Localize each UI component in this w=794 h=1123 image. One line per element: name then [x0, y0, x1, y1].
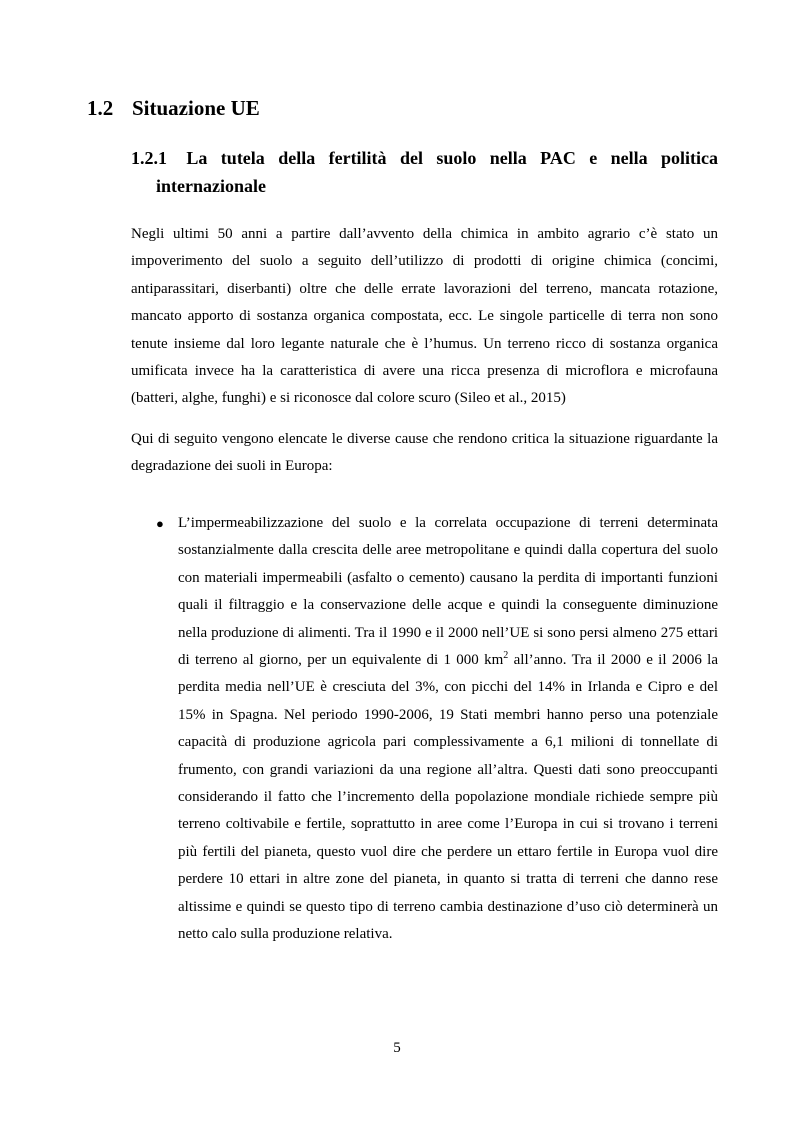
superscript-exponent: 2 — [503, 650, 509, 662]
bullet-icon: ● — [156, 516, 164, 531]
section-title: Situazione UE — [132, 96, 260, 120]
section-heading — [87, 93, 260, 123]
bullet-text-part2: all’anno. Tra il 2000 e il 2006 la perdita media nell’UE è cresciuta del 3%, con picchi del 14% in Irlanda e Cipro e del 15% in Spagna. Nel periodo 1990-2006, 19 Stati membri hanno perso una potenziale capacità di produzione agricola pari complessivamente a 6,1 milioni di tonnellate di frumento, con grandi variazioni da una regione all’altra. Questi dati sono preoccupanti considerando il fatto che l’incremento della popolazione mondiale richiede sempre più terreno coltivabile e fertile, soprattutto in aree come l’Europa in cui si trovano i terreni più fertili del pianeta, questo vuol dire che perdere un ettaro fertile in Europa vuol dire perdere 10 ettari in altre zone del pianeta, in quanto si tratta di terreni che danno rese altissime e quindi se questo tipo di terreno cambia destinazione d’uso ciò determinerà un netto calo sulla produzione relativa. — [178, 652, 718, 943]
list-item — [131, 510, 718, 949]
subsection-heading — [131, 144, 718, 200]
bullet-text-part1: L’impermeabilizzazione del suolo e la correlata occupazione di terreni determinata sostanzialmente dalla crescita delle aree metropolitane e quindi dalla copertura del suolo con materiali impermeabili (asfalto o cemento) causano la perdita di importanti funzioni quali il filtraggio e la conservazione delle acque e quindi la conseguente diminuzione nella produzione di alimenti. Tra il 1990 e il 2000 nell’UE si sono persi almeno 275 ettari di terreno al giorno, per un equivalente di 1 000 km — [178, 515, 718, 669]
page-number: 5 — [393, 1040, 401, 1056]
paragraph-intro: Negli ultimi 50 anni a partire dall’avvento della chimica in ambito agrario c’è stato un impoverimento del suolo a seguito dell’utilizzo di prodotti di origine chimica (concimi, antiparassitari, diserbanti) oltre che delle errate lavorazioni del terreno, mancata rotazione, mancato apporto di sostanza organica compostata, ecc. Le singole particelle di terra non sono tenute insieme dal loro legante naturale che è l’humus. Un terreno ricco di sostanza organica umificata invece ha la caratteristica di avere una ricca presenza di microflora e microfauna (batteri, alghe, funghi) e si riconosce dal colore scuro (Sileo et al., 2015) — [131, 226, 718, 407]
paragraph-causes: Qui di seguito vengono elencate le diverse cause che rendono critica la situazione riguardante la degradazione dei suoli in Europa: — [131, 431, 718, 475]
section-number: 1.2 — [87, 96, 114, 120]
causes-list — [131, 510, 718, 949]
subsection-title-text: La tutela della fertilità del suolo nella PAC e nella politica — [186, 148, 718, 168]
subsection-title-line2: internazionale — [156, 176, 266, 196]
subsection-number: 1.2.1 — [131, 148, 167, 168]
subsection-title-line1 — [131, 144, 718, 172]
